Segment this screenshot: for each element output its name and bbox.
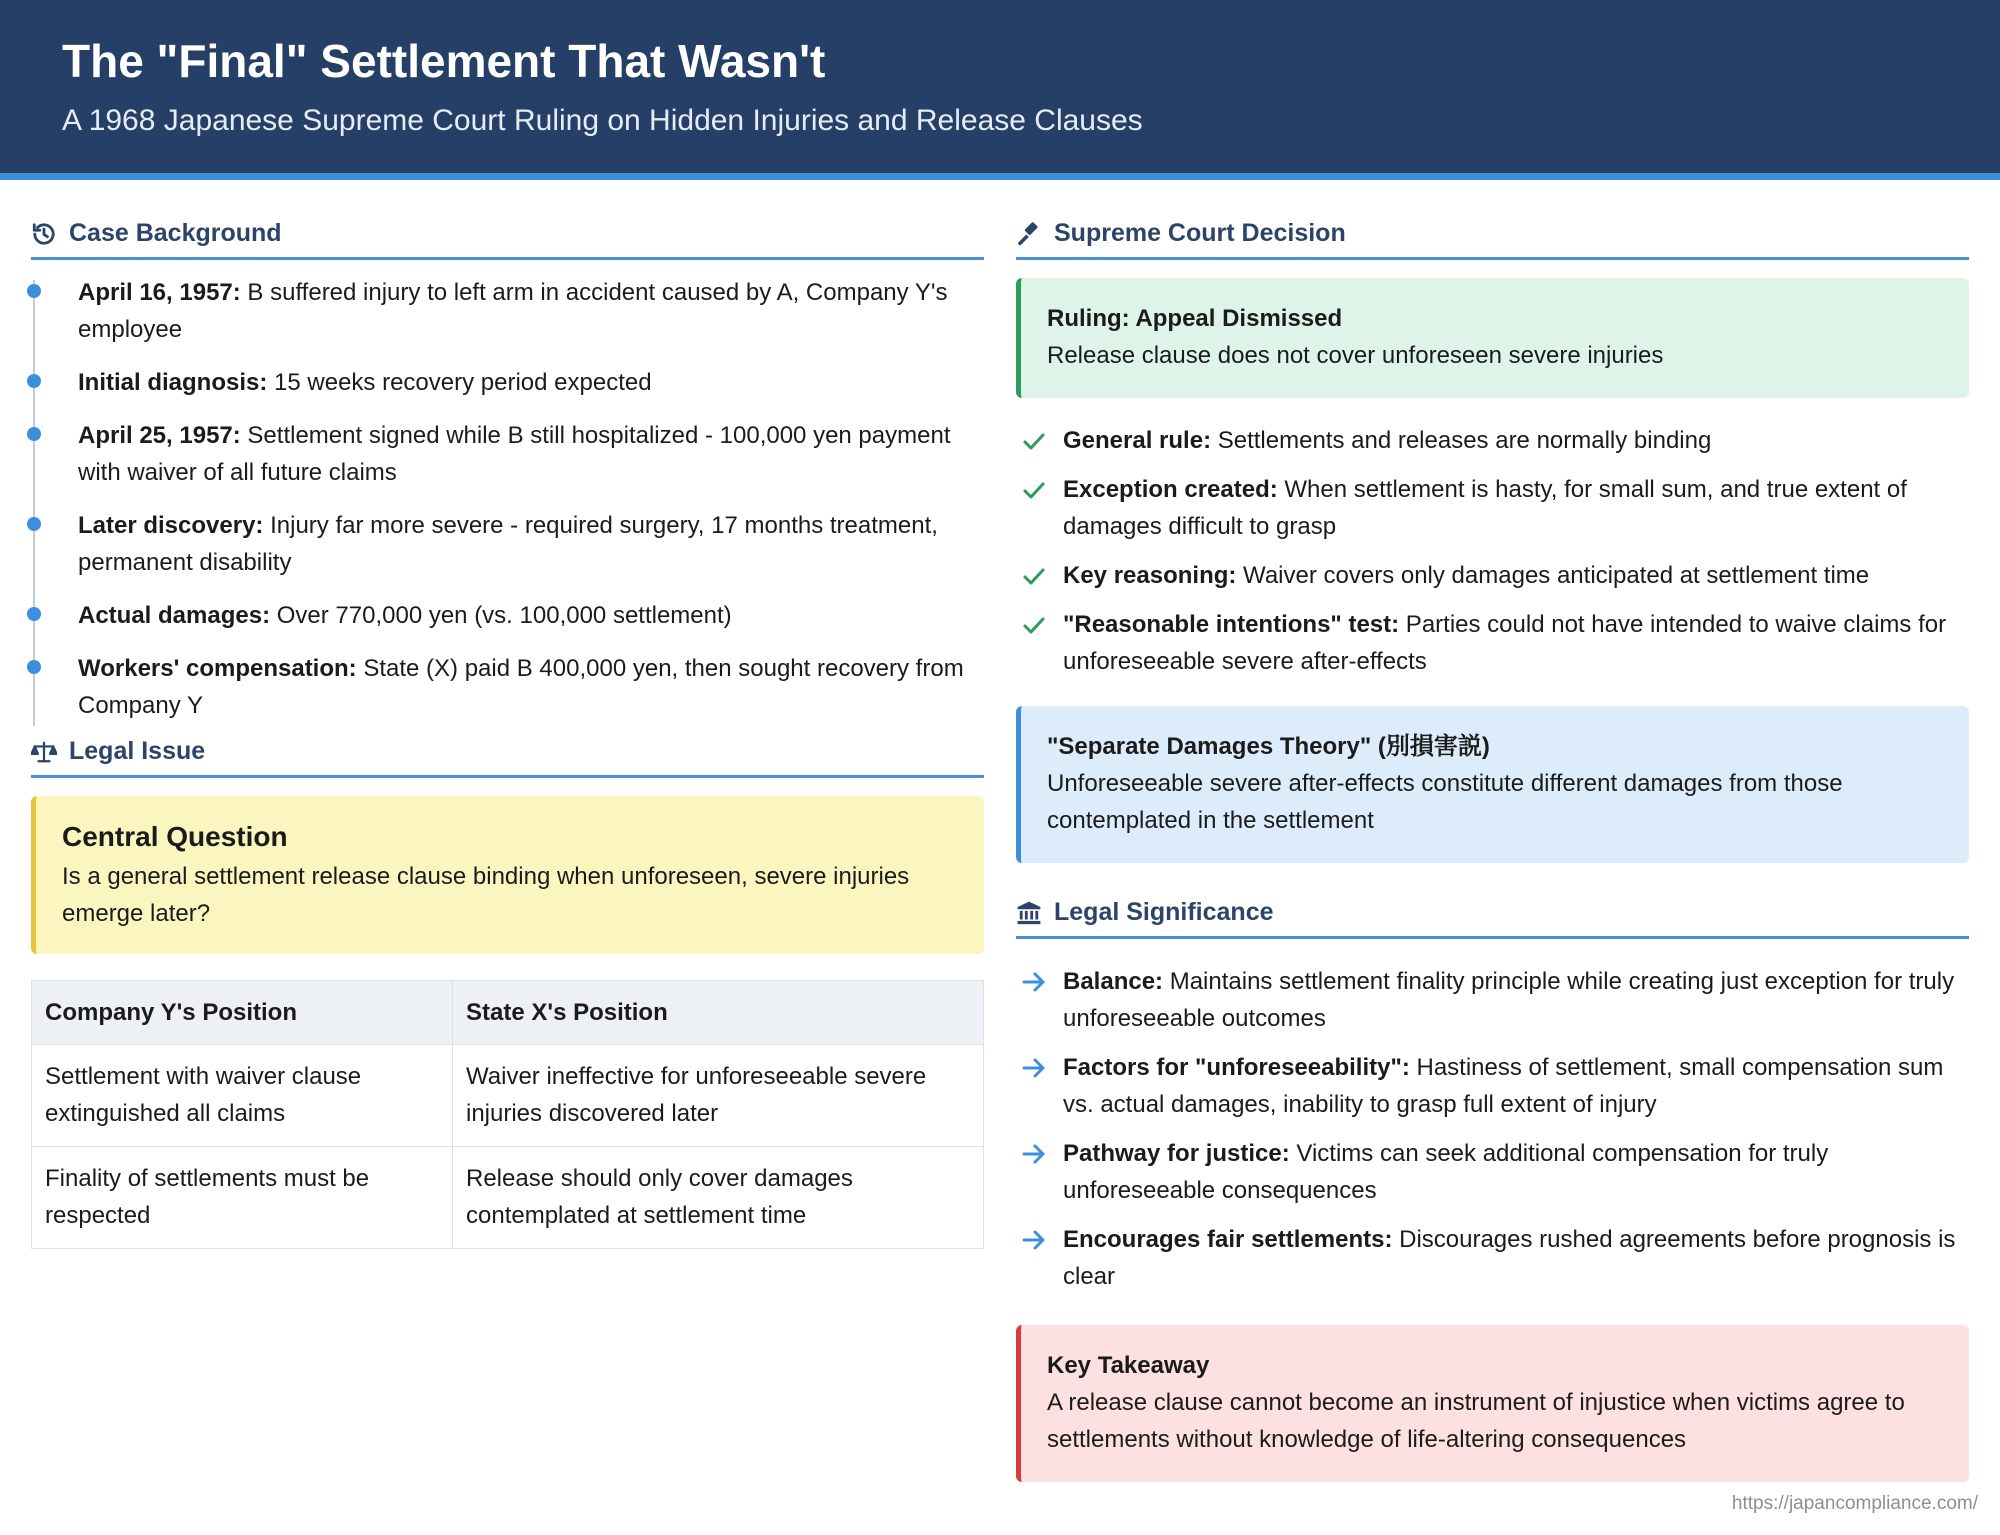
arrow-right-icon — [1022, 1143, 1046, 1165]
table-header-row — [32, 981, 984, 1045]
list-item — [1016, 606, 1969, 680]
check-icon — [1022, 430, 1046, 452]
positions-table — [31, 980, 984, 1249]
table-cell: Finality of settlements must be respected — [32, 1147, 453, 1249]
legal-significance-heading — [1016, 889, 1969, 939]
gavel-icon — [1016, 221, 1042, 247]
point-text: Settlements and releases are normally binding — [1211, 427, 1712, 454]
table-cell: Settlement with waiver clause extinguished all claims — [32, 1045, 453, 1147]
point-text: Discourages rushed agreements before prognosis is clear — [1063, 1226, 1956, 1290]
ruling-text: Release clause does not cover unforeseen severe injuries — [1047, 342, 1664, 369]
central-question-callout — [31, 796, 984, 954]
timeline-item-label: April 16, 1957: — [78, 279, 241, 306]
timeline-item — [31, 597, 984, 634]
page-header — [0, 0, 2000, 180]
point-label: Pathway for justice: — [1063, 1140, 1290, 1167]
right-column — [1016, 210, 1969, 1482]
point-label: Balance: — [1063, 968, 1164, 995]
point-label: General rule: — [1063, 427, 1212, 454]
timeline-item — [31, 650, 984, 724]
separate-damages-theory-callout — [1016, 706, 1969, 863]
timeline-item-label: Initial diagnosis: — [78, 369, 268, 396]
point-label: Key reasoning: — [1063, 562, 1237, 589]
takeaway-text: A release clause cannot become an instrument of injustice when victims agree to settlements without knowledge of life-altering consequences — [1047, 1389, 1905, 1453]
point-label: Encourages fair settlements: — [1063, 1226, 1393, 1253]
case-background-title: Case Background — [69, 219, 282, 247]
list-item — [1016, 1135, 1969, 1209]
timeline-item-text: Over 770,000 yen (vs. 100,000 settlement) — [270, 602, 732, 629]
point-label: "Reasonable intentions" test: — [1063, 611, 1400, 638]
supreme-court-decision-title: Supreme Court Decision — [1054, 219, 1346, 247]
check-icon — [1022, 614, 1046, 636]
list-item — [1016, 422, 1969, 459]
timeline-item — [31, 364, 984, 401]
point-text: Parties could not have intended to waive claims for unforeseeable severe after-effects — [1063, 611, 1947, 675]
list-item — [1016, 557, 1969, 594]
point-text: Hastiness of settlement, small compensation sum vs. actual damages, inability to grasp full extent of injury — [1063, 1054, 1944, 1118]
supreme-court-decision-heading — [1016, 210, 1969, 260]
legal-issue-title: Legal Issue — [69, 737, 206, 765]
page-title: The "Final" Settlement That Wasn't — [62, 35, 826, 87]
case-background-heading — [31, 210, 984, 260]
central-question-title: Central Question — [62, 821, 288, 852]
point-text: Waiver covers only damages anticipated at settlement time — [1236, 562, 1870, 589]
arrow-right-icon — [1022, 1229, 1046, 1251]
timeline-item-text: State (X) paid B 400,000 yen, then sought recovery from Company Y — [78, 655, 964, 719]
theory-title: "Separate Damages Theory" (別損害説) — [1047, 733, 1490, 760]
timeline-item — [31, 507, 984, 581]
arrow-right-icon — [1022, 1057, 1046, 1079]
timeline-item-text: 15 weeks recovery period expected — [267, 369, 652, 396]
table-row — [32, 1045, 984, 1147]
table-cell: Release should only cover damages contemplated at settlement time — [453, 1147, 984, 1249]
legal-significance-title: Legal Significance — [1054, 898, 1274, 926]
case-timeline — [31, 274, 984, 724]
timeline-item-text: B suffered injury to left arm in accident caused by A, Company Y's employee — [78, 279, 948, 343]
point-text: When settlement is hasty, for small sum, and true extent of damages difficult to grasp — [1063, 476, 1907, 540]
check-icon — [1022, 565, 1046, 587]
timeline-item-label: Later discovery: — [78, 512, 264, 539]
timeline-item-text: Settlement signed while B still hospitalized - 100,000 yen payment with waiver of all future claims — [78, 422, 951, 486]
point-label: Exception created: — [1063, 476, 1278, 503]
timeline-item — [31, 417, 984, 491]
landmark-icon — [1016, 900, 1042, 926]
history-icon — [31, 221, 57, 247]
key-takeaway-callout — [1016, 1325, 1969, 1482]
state-x-position-header: State X's Position — [453, 981, 984, 1045]
ruling-title: Ruling: Appeal Dismissed — [1047, 305, 1343, 332]
table-row — [32, 1147, 984, 1249]
list-item — [1016, 1221, 1969, 1295]
list-item — [1016, 471, 1969, 545]
decision-points-list — [1016, 422, 1969, 680]
page-subtitle: A 1968 Japanese Supreme Court Ruling on Hidden Injuries and Release Clauses — [62, 104, 1143, 137]
ruling-callout — [1016, 278, 1969, 398]
footer-url[interactable]: https://japancompliance.com/ — [1731, 1493, 1978, 1514]
central-question-text: Is a general settlement release clause binding when unforeseen, severe injuries emerge later? — [62, 863, 910, 927]
point-text: Victims can seek additional compensation for truly unforeseeable consequences — [1063, 1140, 1829, 1204]
significance-points-list — [1016, 963, 1969, 1295]
table-cell: Waiver ineffective for unforeseeable severe injuries discovered later — [453, 1045, 984, 1147]
timeline-item — [31, 274, 984, 348]
point-text: Maintains settlement finality principle while creating just exception for truly unforeseeable outcomes — [1063, 968, 1955, 1032]
left-column — [31, 210, 984, 1249]
timeline-item-label: April 25, 1957: — [78, 422, 241, 449]
list-item — [1016, 963, 1969, 1037]
theory-text: Unforeseeable severe after-effects constitute different damages from those contemplated in the settlement — [1047, 770, 1843, 834]
list-item — [1016, 1049, 1969, 1123]
point-label: Factors for "unforeseeability": — [1063, 1054, 1410, 1081]
timeline-item-label: Workers' compensation: — [78, 655, 357, 682]
legal-issue-heading — [31, 728, 984, 778]
takeaway-title: Key Takeaway — [1047, 1352, 1210, 1379]
arrow-right-icon — [1022, 971, 1046, 993]
scale-balance-icon — [31, 739, 57, 765]
timeline-item-label: Actual damages: — [78, 602, 271, 629]
company-y-position-header: Company Y's Position — [32, 981, 453, 1045]
check-icon — [1022, 479, 1046, 501]
timeline-item-text: Injury far more severe - required surgery, 17 months treatment, permanent disability — [78, 512, 938, 576]
